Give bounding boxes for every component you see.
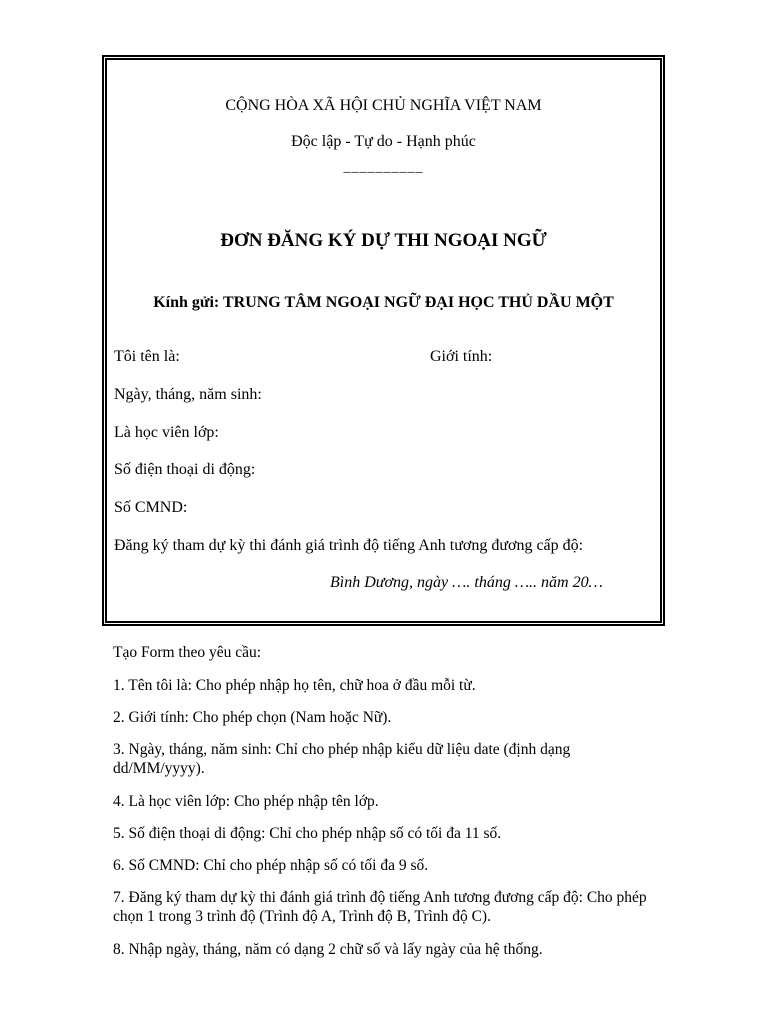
- class-field-label: Là học viên lớp:: [114, 424, 219, 441]
- place-date-line: Bình Dương, ngày …. tháng ….. năm 20…: [330, 574, 603, 591]
- requirement-item: 3. Ngày, tháng, năm sinh: Chỉ cho phép nhập kiểu dữ liệu date (định dạng dd/MM/yyyy).: [113, 741, 571, 777]
- dob-field-label: Ngày, tháng, năm sinh:: [114, 386, 262, 403]
- requirement-item: 8. Nhập ngày, tháng, năm có dạng 2 chữ số và lấy ngày của hệ thống.: [113, 941, 543, 958]
- name-field-label: Tôi tên là:: [114, 348, 180, 365]
- level-field-label: Đăng ký tham dự kỳ thi đánh giá trình độ tiếng Anh tương đương cấp độ:: [114, 537, 584, 554]
- requirement-item: 4. Là học viên lớp: Cho phép nhập tên lớp.: [113, 793, 379, 810]
- requirement-item: 2. Giới tính: Cho phép chọn (Nam hoặc Nữ).: [113, 709, 392, 726]
- requirement-item: 1. Tên tôi là: Cho phép nhập họ tên, chữ hoa ở đầu mỗi từ.: [113, 677, 476, 694]
- id-card-field-label: Số CMND:: [114, 499, 188, 516]
- requirements-intro: Tạo Form theo yêu cầu:: [113, 644, 262, 661]
- requirement-item: 5. Số điện thoại di động: Chỉ cho phép nhập số có tối đa 11 số.: [113, 825, 502, 842]
- motto: Độc lập - Tự do - Hạnh phúc: [291, 133, 476, 150]
- nation-heading: CỘNG HÒA XÃ HỘI CHỦ NGHĨA VIỆT NAM: [225, 97, 542, 114]
- form-title: ĐƠN ĐĂNG KÝ DỰ THI NGOẠI NGỮ: [220, 230, 547, 251]
- header-separator: __________: [343, 160, 424, 175]
- phone-field-label: Số điện thoại di động:: [114, 461, 256, 478]
- requirement-item: 7. Đăng ký tham dự kỳ thi đánh giá trình độ tiếng Anh tương đương cấp độ: Cho phép chọn 1 trong 3 trình độ (Trình độ A, Trình độ B, Trình độ C).: [113, 889, 647, 925]
- requirement-item: 6. Số CMND: Chỉ cho phép nhập số có tối đa 9 số.: [113, 857, 429, 874]
- recipient-line: Kính gửi: TRUNG TÂM NGOẠI NGỮ ĐẠI HỌC THỦ DẦU MỘT: [153, 294, 614, 311]
- gender-field-label: Giới tính:: [430, 348, 493, 365]
